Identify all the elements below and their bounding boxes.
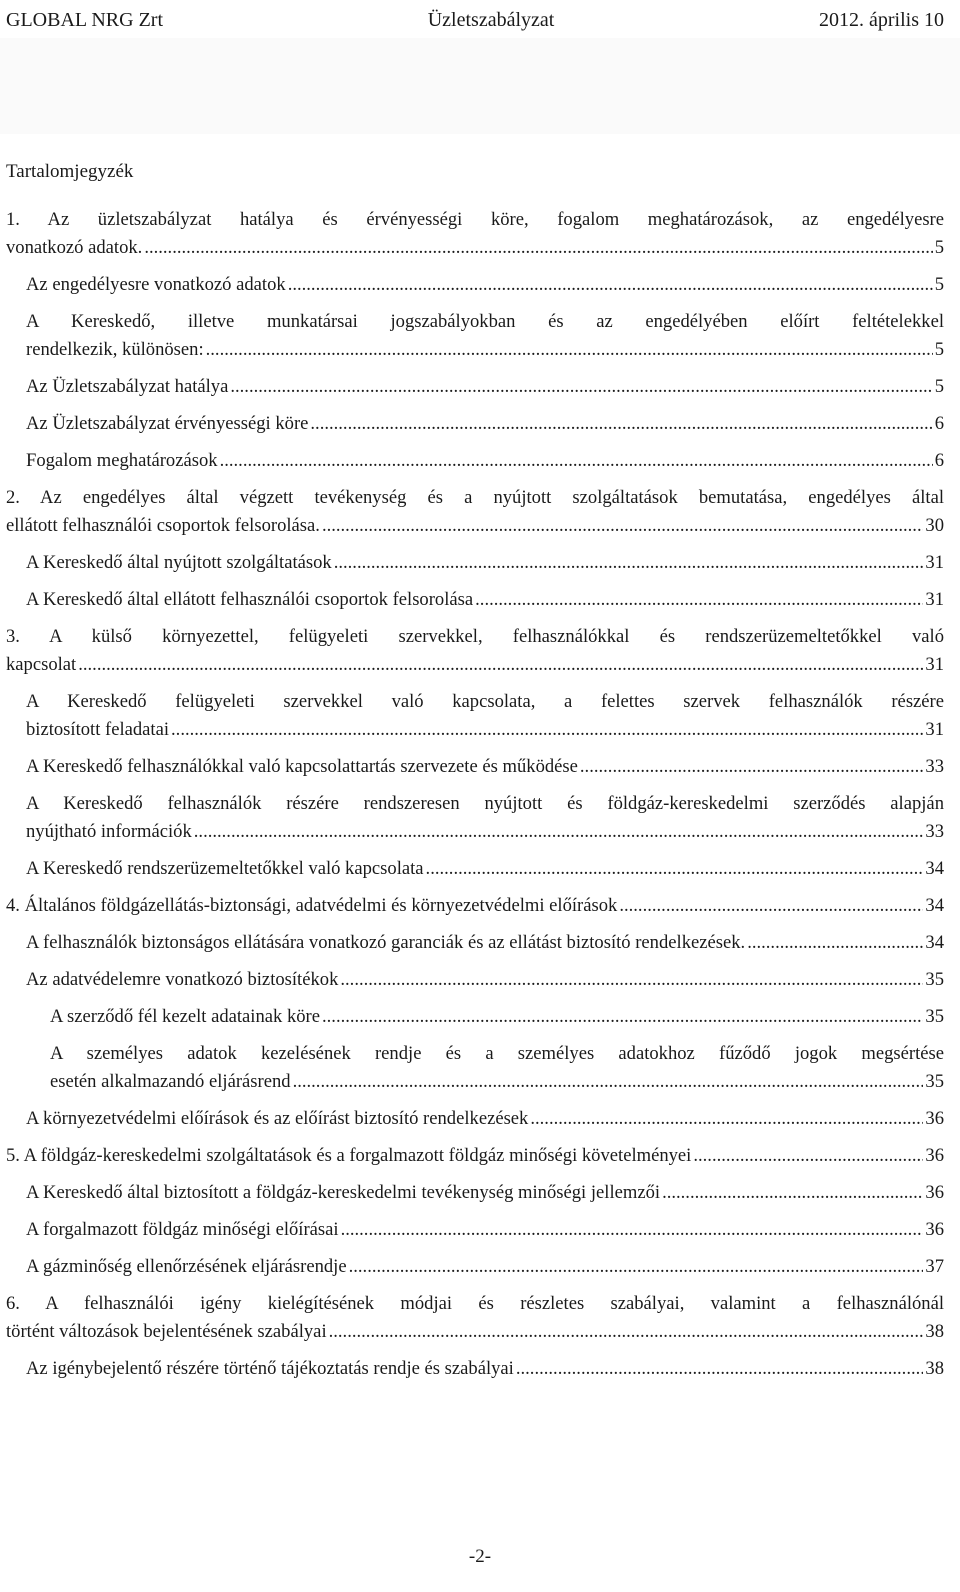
toc-dot-leader (171, 716, 923, 744)
toc-entry[interactable] (26, 688, 944, 744)
toc-entry-title: A környezetvédelmi előírások és az előírást biztosító rendelkezések (26, 1108, 529, 1129)
toc-entry-page-number: 33 (925, 756, 944, 777)
toc-entry-leader-line (26, 1253, 944, 1281)
toc-entry-title: Fogalom meghatározások (26, 450, 218, 471)
toc-dot-leader (530, 1105, 923, 1133)
toc-entry-page-number: 36 (925, 1108, 944, 1129)
toc-entry-leader-line (26, 271, 944, 299)
toc-entry-leader-line (6, 512, 944, 540)
toc-entry-title: esetén alkalmazandó eljárásrend (50, 1071, 291, 1092)
toc-entry-page-number: 30 (925, 515, 944, 536)
toc-dot-leader (322, 1003, 923, 1031)
toc-entry-title: rendelkezik, különösen: (26, 339, 204, 360)
toc-entry-page-number: 34 (925, 895, 944, 916)
toc-dot-leader (341, 1216, 924, 1244)
toc-entry[interactable] (26, 855, 944, 883)
toc-entry-page-number: 35 (925, 1006, 944, 1027)
toc-entry[interactable] (26, 1355, 944, 1383)
toc-entry-title: A Kereskedő által biztosított a földgáz-kereskedelmi tevékenység minőségi jellemzői (26, 1182, 661, 1203)
toc-entry-title: 4. Általános földgázellátás-biztonsági, adatvédelmi és környezetvédelmi előírások (6, 895, 618, 916)
toc-entry-title: történt változások bejelentésének szabályai (6, 1321, 327, 1342)
toc-entry-title: A Kereskedő felhasználókkal való kapcsolattartás szervezete és működése (26, 756, 578, 777)
toc-dot-leader (747, 929, 923, 957)
toc-entry-title: A szerződő fél kezelt adatainak köre (50, 1006, 320, 1027)
toc-entry-page-number: 35 (925, 1071, 944, 1092)
toc-entry[interactable] (50, 1003, 944, 1031)
toc-entry-leader-line (26, 753, 944, 781)
toc-entry[interactable] (50, 1040, 944, 1096)
toc-dot-leader (310, 410, 932, 438)
toc-entry-page-number: 5 (934, 274, 944, 295)
toc-dot-leader (619, 892, 923, 920)
page-header (6, 2, 944, 38)
toc-entry-leader-line (6, 892, 944, 920)
toc-entry[interactable] (26, 1105, 944, 1133)
toc-entry-leader-line (26, 966, 944, 994)
toc-entry-text-line: 2. Az engedélyes által végzett tevékenység és a nyújtott szolgáltatások bemutatása, engedélyes által (6, 487, 944, 508)
toc-entry-page-number: 5 (934, 339, 944, 360)
toc-entry-leader-line (26, 855, 944, 883)
toc-entry-leader-line (6, 1318, 944, 1346)
toc-entry-text-line: A személyes adatok kezelésének rendje és a személyes adatokhoz fűződő jogok megsértése (50, 1043, 944, 1064)
toc-entry[interactable] (26, 447, 944, 475)
toc-dot-leader (693, 1142, 923, 1170)
toc-entry-page-number: 34 (925, 932, 944, 953)
toc-entry-page-number: 31 (925, 654, 944, 675)
toc-entry-page-number: 31 (925, 719, 944, 740)
toc-entry-title: A gázminőség ellenőrzésének eljárásrendje (26, 1256, 347, 1277)
toc-entry-leader-line (6, 234, 944, 262)
toc-dot-leader (580, 753, 924, 781)
toc-entry-leader-line (26, 1179, 944, 1207)
toc-entry-title: A felhasználók biztonságos ellátására vonatkozó garanciák és az ellátást biztosító rendelkezések. (26, 932, 746, 953)
toc-entry[interactable] (26, 373, 944, 401)
toc-entry[interactable] (6, 623, 944, 679)
toc-dot-leader (293, 1068, 924, 1096)
toc-entry-title: Az Üzletszabályzat érvényességi köre (26, 413, 309, 434)
toc-entry-leader-line (26, 1105, 944, 1133)
toc-entry-leader-line (6, 651, 944, 679)
toc-entry-leader-line (26, 447, 944, 475)
toc-entry-title: Az Üzletszabályzat hatálya (26, 376, 229, 397)
toc-entry-page-number: 5 (934, 376, 944, 397)
header-date: 2012. április 10 (819, 8, 944, 31)
toc-dot-leader (475, 586, 923, 614)
toc-entry[interactable] (6, 206, 944, 262)
toc-dot-leader (144, 234, 932, 262)
toc-entry-title: Az adatvédelemre vonatkozó biztosítékok (26, 969, 339, 990)
toc-dot-leader (426, 855, 924, 883)
toc-entry-page-number: 5 (934, 237, 944, 258)
toc-entry[interactable] (26, 790, 944, 846)
toc-entry-page-number: 36 (925, 1219, 944, 1240)
toc-entry-leader-line (26, 410, 944, 438)
toc-entry-text-line: A Kereskedő felügyeleti szervekkel való kapcsolata, a felettes szervek felhasználók részére (26, 691, 944, 712)
toc-entry-page-number: 31 (925, 589, 944, 610)
toc-entry-page-number: 6 (934, 413, 944, 434)
toc-entry-leader-line (26, 549, 944, 577)
toc-entry-leader-line (26, 1216, 944, 1244)
toc-entry[interactable] (26, 929, 944, 957)
toc-dot-leader (349, 1253, 924, 1281)
toc-entry-leader-line (50, 1068, 944, 1096)
toc-entry-title: ellátott felhasználói csoportok felsorolása. (6, 515, 320, 536)
toc-entry[interactable] (6, 892, 944, 920)
header-band (0, 38, 960, 134)
toc-entry-page-number: 37 (925, 1256, 944, 1277)
toc-dot-leader (516, 1355, 924, 1383)
toc-entry-page-number: 35 (925, 969, 944, 990)
toc-entry-title: vonatkozó adatok. (6, 237, 143, 258)
toc-title: Tartalomjegyzék (6, 161, 134, 182)
toc-entry[interactable] (26, 1216, 944, 1244)
toc-entry[interactable] (26, 271, 944, 299)
toc-dot-leader (288, 271, 933, 299)
toc-entry-page-number: 33 (925, 821, 944, 842)
toc-dot-leader (662, 1179, 923, 1207)
toc-entry-leader-line (50, 1003, 944, 1031)
toc-entry[interactable] (26, 1253, 944, 1281)
toc-entry-leader-line (26, 373, 944, 401)
toc-entry-page-number: 36 (925, 1145, 944, 1166)
toc-entry-text-line: A Kereskedő, illetve munkatársai jogszabályokban és az engedélyében előírt feltételekkel (26, 311, 944, 332)
toc-entry-leader-line (26, 929, 944, 957)
toc-dot-leader (329, 1318, 924, 1346)
toc-entry[interactable] (26, 410, 944, 438)
page-number: -2- (468, 1546, 492, 1567)
toc-entry-leader-line (26, 818, 944, 846)
toc-entry-title: 5. A földgáz-kereskedelmi szolgáltatások és a forgalmazott földgáz minőségi követelményei (6, 1145, 692, 1166)
toc-entry-title: Az igénybejelentő részére történő tájékoztatás rendje és szabályai (26, 1358, 514, 1379)
toc-entry-page-number: 31 (925, 552, 944, 573)
toc-entry[interactable] (6, 1142, 944, 1170)
toc-dot-leader (322, 512, 923, 540)
toc-entry-title: A Kereskedő rendszerüzemeltetőkkel való kapcsolata (26, 858, 424, 879)
header-company: GLOBAL NRG Zrt (6, 8, 164, 31)
toc-entry-title: nyújtható információk (26, 821, 192, 842)
toc-entry-page-number: 38 (925, 1321, 944, 1342)
toc-dot-leader (220, 447, 933, 475)
toc-entry-page-number: 34 (925, 858, 944, 879)
toc-entry-text-line: A Kereskedő felhasználók részére rendszeresen nyújtott és földgáz-kereskedelmi szerződés alapján (26, 793, 944, 814)
toc-entry-leader-line (26, 716, 944, 744)
toc-entry[interactable] (26, 1179, 944, 1207)
toc-entry-page-number: 38 (925, 1358, 944, 1379)
header-document-title: Üzletszabályzat (427, 8, 555, 31)
toc-entry-leader-line (6, 1142, 944, 1170)
toc-dot-leader (78, 651, 923, 679)
toc-entry[interactable] (26, 549, 944, 577)
toc-entry-leader-line (26, 1355, 944, 1383)
toc-dot-leader (334, 549, 924, 577)
toc-entry-page-number: 6 (934, 450, 944, 471)
toc-entry-title: A Kereskedő által ellátott felhasználói csoportok felsorolása (26, 589, 474, 610)
toc-entry[interactable] (26, 966, 944, 994)
toc-entry-page-number: 36 (925, 1182, 944, 1203)
toc-entry-title: biztosított feladatai (26, 719, 170, 740)
toc-dot-leader (230, 373, 932, 401)
toc-entry[interactable] (6, 1290, 944, 1346)
toc-dot-leader (194, 818, 924, 846)
toc-entry-text-line: 1. Az üzletszabályzat hatálya és érvényességi köre, fogalom meghatározások, az engedélyesre (6, 209, 944, 230)
toc-entry[interactable] (26, 308, 944, 364)
toc-entry-title: Az engedélyesre vonatkozó adatok (26, 274, 286, 295)
toc-entry-leader-line (26, 586, 944, 614)
toc-entry-leader-line (26, 336, 944, 364)
toc-dot-leader (340, 966, 923, 994)
toc-entry-title: A forgalmazott földgáz minőségi előírásai (26, 1219, 339, 1240)
toc-entry-title: A Kereskedő által nyújtott szolgáltatások (26, 552, 332, 573)
toc-entry[interactable] (26, 753, 944, 781)
toc-dot-leader (206, 336, 933, 364)
table-of-contents (6, 206, 944, 1392)
toc-entry-text-line: 6. A felhasználói igény kielégítésének módjai és részletes szabályai, valamint a felhasználónál (6, 1293, 944, 1314)
toc-entry-text-line: 3. A külső környezettel, felügyeleti szervekkel, felhasználókkal és rendszerüzemeltetőkkel való (6, 626, 944, 647)
toc-entry[interactable] (6, 484, 944, 540)
toc-entry-title: kapcsolat (6, 654, 77, 675)
toc-entry[interactable] (26, 586, 944, 614)
